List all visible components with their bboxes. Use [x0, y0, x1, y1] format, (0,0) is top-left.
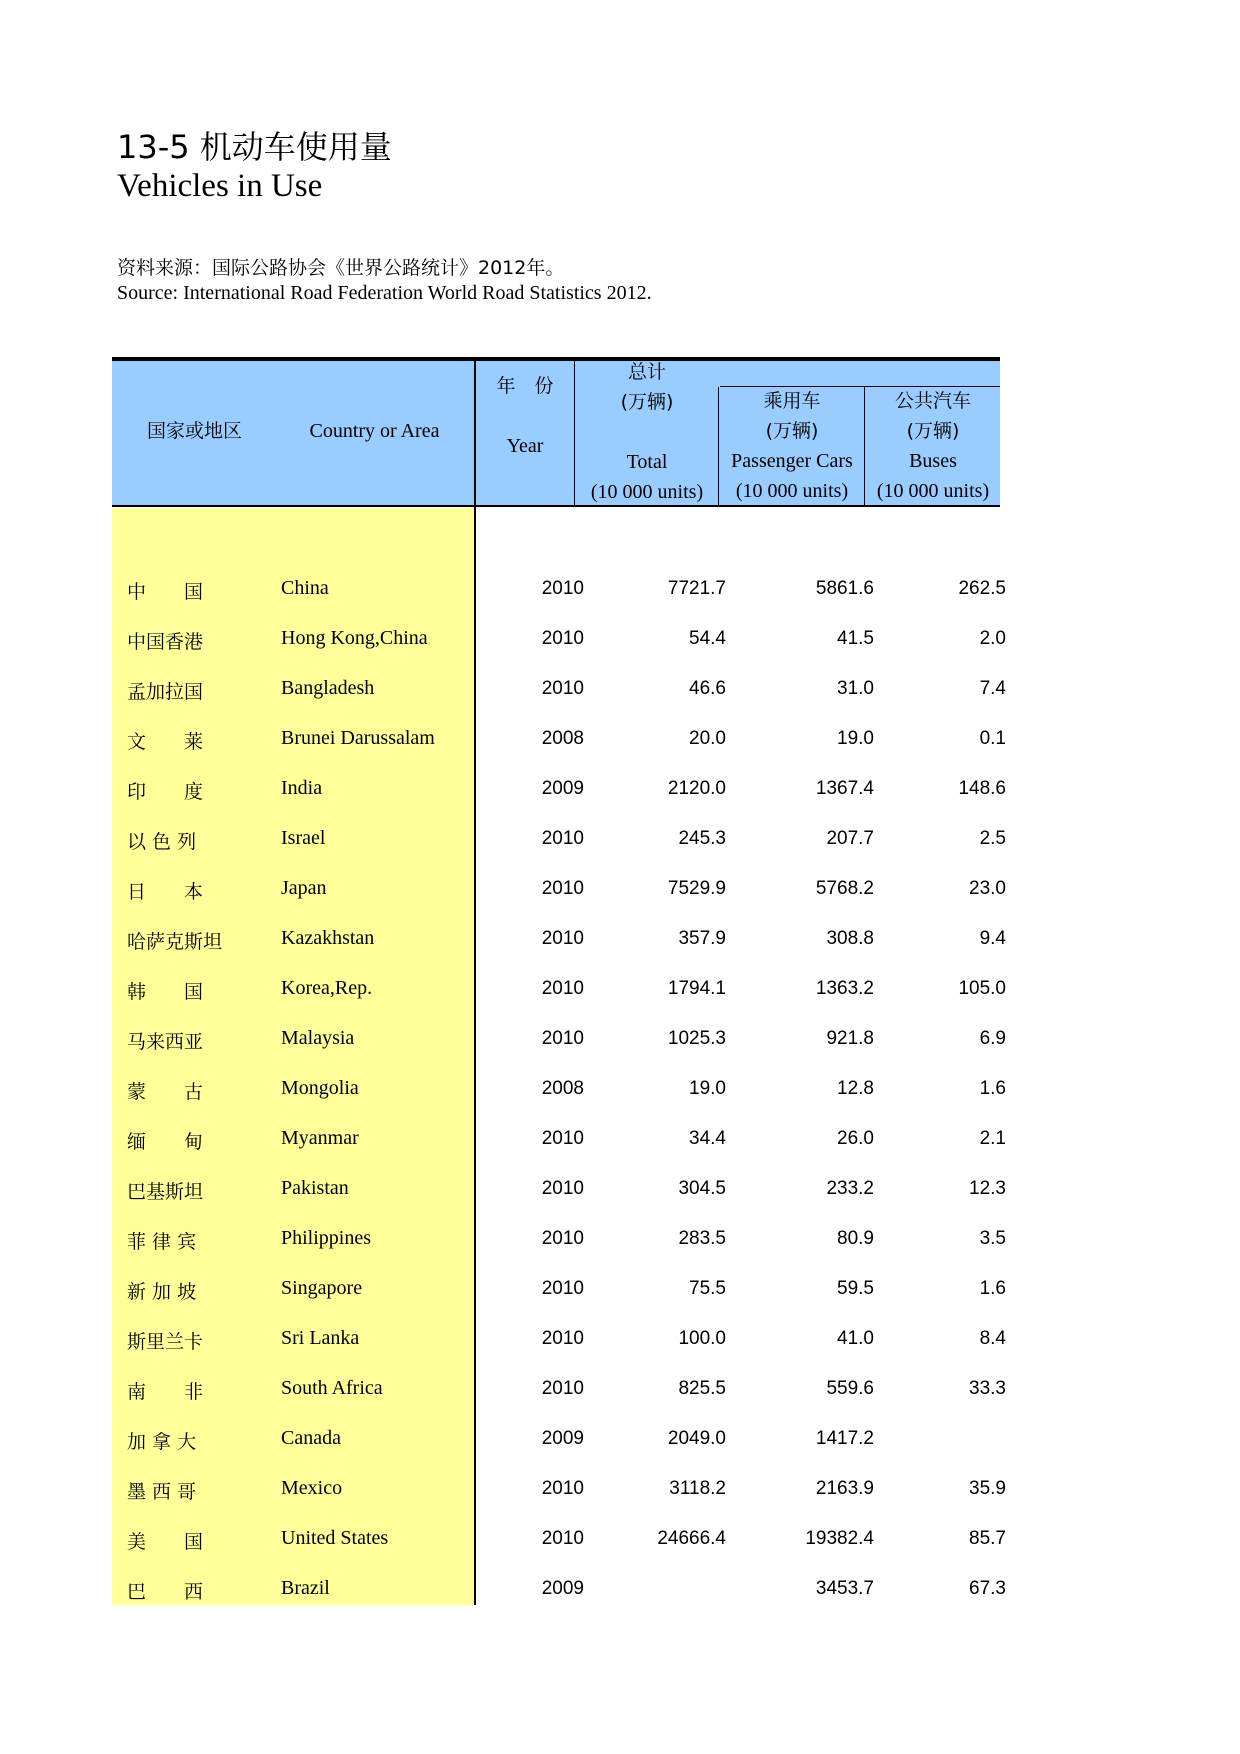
country-name-cn: 哈萨克斯坦	[127, 931, 223, 953]
country-name-cn: 印 度	[127, 781, 204, 803]
country-name-en: Brunei Darussalam	[281, 727, 435, 749]
header-total-unit-cn: (万辆)	[620, 391, 674, 413]
total-cell: 24666.4	[657, 1528, 726, 1549]
country-name-cn: 孟加拉国	[127, 681, 204, 703]
country-name-en: South Africa	[281, 1377, 383, 1399]
passenger-cars-cell: 1367.4	[815, 778, 874, 799]
country-name-en: India	[281, 777, 323, 799]
passenger-cars-cell: 26.0	[837, 1128, 874, 1149]
total-cell: 46.6	[689, 678, 726, 699]
country-name-cn: 蒙 古	[127, 1081, 204, 1103]
passenger-cars-cell: 19.0	[837, 728, 874, 749]
table-row	[112, 1265, 1006, 1315]
passenger-cars-cell: 41.5	[837, 628, 874, 649]
passenger-cars-cell: 80.9	[837, 1228, 874, 1249]
header-passenger-cn: 乘用车	[763, 390, 821, 412]
year-cell: 2010	[541, 1478, 584, 1499]
header-passenger-en: Passenger Cars	[731, 450, 853, 472]
country-name-cn: 巴基斯坦	[127, 1181, 204, 1203]
total-cell: 1025.3	[667, 1028, 726, 1049]
country-name-en: Malaysia	[281, 1027, 355, 1049]
country-name-en: Hong Kong,China	[281, 627, 428, 649]
table-row	[112, 815, 1006, 865]
country-name-en: Israel	[281, 827, 326, 849]
year-cell: 2010	[541, 878, 584, 899]
divider-year-total	[574, 361, 575, 506]
year-cell: 2009	[541, 778, 584, 799]
year-cell: 2008	[541, 728, 584, 749]
header-buses-cn: 公共汽车	[894, 390, 971, 412]
buses-cell: 9.4	[979, 928, 1006, 949]
table-row	[112, 615, 1006, 665]
total-cell: 34.4	[689, 1128, 726, 1149]
buses-cell: 0.1	[979, 728, 1006, 749]
passenger-cars-cell: 308.8	[826, 928, 874, 949]
total-cell: 357.9	[678, 928, 726, 949]
buses-cell: 23.0	[969, 878, 1006, 899]
year-cell: 2010	[541, 1278, 584, 1299]
total-cell: 7529.9	[667, 878, 726, 899]
passenger-cars-cell: 233.2	[826, 1178, 874, 1199]
year-cell: 2010	[541, 1528, 584, 1549]
table-row	[112, 1565, 1006, 1615]
source-note-en: Source: International Road Federation World Road Statistics 2012.	[117, 282, 652, 304]
table-row	[112, 965, 1006, 1015]
passenger-cars-cell: 559.6	[826, 1378, 874, 1399]
year-cell: 2010	[541, 578, 584, 599]
buses-cell: 67.3	[969, 1578, 1006, 1599]
country-name-cn: 以 色 列	[127, 831, 197, 853]
table-row	[112, 1215, 1006, 1265]
year-cell: 2010	[541, 1028, 584, 1049]
buses-cell: 1.6	[979, 1078, 1006, 1099]
header-buses	[866, 386, 1000, 506]
header-passenger-unit-en: (10 000 units)	[735, 480, 849, 502]
country-name-cn: 加 拿 大	[127, 1431, 197, 1453]
year-cell: 2009	[541, 1578, 584, 1599]
country-name-cn: 斯里兰卡	[127, 1331, 204, 1353]
buses-cell: 7.4	[979, 678, 1006, 699]
passenger-cars-cell: 921.8	[826, 1028, 874, 1049]
year-cell: 2010	[541, 1328, 584, 1349]
country-name-en: China	[281, 577, 329, 599]
country-name-en: Pakistan	[281, 1177, 349, 1199]
buses-cell: 85.7	[969, 1528, 1006, 1549]
table-row	[112, 1165, 1006, 1215]
year-cell: 2009	[541, 1428, 584, 1449]
header-buses-unit-en: (10 000 units)	[876, 480, 990, 502]
total-cell: 100.0	[678, 1328, 726, 1349]
table-row	[112, 1065, 1006, 1115]
total-cell: 3118.2	[669, 1478, 726, 1499]
passenger-cars-cell: 41.0	[837, 1328, 874, 1349]
total-cell: 283.5	[678, 1228, 726, 1249]
buses-cell: 2.1	[979, 1128, 1006, 1149]
header-country-cn: 国家或地区	[146, 420, 242, 442]
total-cell: 20.0	[689, 728, 726, 749]
buses-cell: 12.3	[969, 1178, 1006, 1199]
passenger-cars-cell: 12.8	[837, 1078, 874, 1099]
year-cell: 2010	[541, 1128, 584, 1149]
total-cell: 304.5	[678, 1178, 726, 1199]
passenger-cars-cell: 5768.2	[815, 878, 874, 899]
year-cell: 2010	[541, 1228, 584, 1249]
year-cell: 2010	[541, 1378, 584, 1399]
year-cell: 2008	[541, 1078, 584, 1099]
buses-cell: 6.9	[979, 1028, 1006, 1049]
country-name-en: Kazakhstan	[281, 927, 375, 949]
year-cell: 2010	[541, 1178, 584, 1199]
page-title-en: Vehicles in Use	[117, 168, 323, 204]
country-name-en: United States	[281, 1527, 389, 1549]
country-name-cn: 中 国	[127, 581, 204, 603]
year-cell: 2010	[541, 628, 584, 649]
header-total-en: Total	[626, 451, 668, 473]
passenger-cars-cell: 19382.4	[805, 1528, 874, 1549]
table-row	[112, 765, 1006, 815]
page-title-cn: 13-5 机动车使用量	[117, 128, 392, 166]
country-name-en: Myanmar	[281, 1127, 359, 1149]
country-name-en: Sri Lanka	[281, 1327, 360, 1349]
table-row	[112, 665, 1006, 715]
table-row	[112, 1115, 1006, 1165]
country-name-en: Singapore	[281, 1277, 363, 1299]
country-name-cn: 新 加 坡	[127, 1281, 197, 1303]
table-row	[112, 715, 1006, 765]
divider-total-passenger	[718, 387, 719, 506]
country-name-en: Canada	[281, 1427, 341, 1449]
country-name-cn: 墨 西 哥	[127, 1481, 197, 1503]
country-name-en: Philippines	[281, 1227, 372, 1249]
table-row	[112, 1015, 1006, 1065]
table-row	[112, 1515, 1006, 1565]
header-year-en: Year	[506, 435, 544, 457]
buses-cell: 2.0	[979, 628, 1006, 649]
buses-cell: 35.9	[969, 1478, 1006, 1499]
passenger-cars-cell: 31.0	[837, 678, 874, 699]
country-name-cn: 马来西亚	[127, 1031, 204, 1053]
source-note-cn: 资料来源：国际公路协会《世界公路统计》2012年。	[117, 257, 565, 279]
total-cell: 19.0	[689, 1078, 726, 1099]
buses-cell: 105.0	[958, 978, 1006, 999]
passenger-cars-cell: 3453.7	[815, 1578, 874, 1599]
header-buses-en: Buses	[909, 450, 957, 472]
passenger-cars-cell: 207.7	[826, 828, 874, 849]
passenger-cars-cell: 2163.9	[815, 1478, 874, 1499]
passenger-cars-cell: 1417.2	[815, 1428, 874, 1449]
country-name-cn: 巴 西	[127, 1581, 204, 1603]
header-country-en: Country or Area	[309, 420, 440, 442]
buses-cell: 2.5	[979, 828, 1006, 849]
country-name-en: Japan	[281, 877, 327, 899]
country-name-en: Mexico	[281, 1477, 343, 1499]
year-cell: 2010	[541, 678, 584, 699]
buses-cell: 33.3	[969, 1378, 1006, 1399]
table-row	[112, 1365, 1006, 1415]
buses-cell: 148.6	[958, 778, 1006, 799]
buses-cell: 262.5	[958, 578, 1006, 599]
country-name-en: Mongolia	[281, 1077, 359, 1099]
total-cell: 245.3	[678, 828, 726, 849]
table-row	[112, 1415, 1000, 1465]
header-total-unit-en: (10 000 units)	[590, 481, 704, 503]
passenger-cars-cell: 5861.6	[815, 578, 874, 599]
country-name-cn: 韩 国	[127, 981, 204, 1003]
total-cell: 2120.0	[667, 778, 726, 799]
header-total-cn: 总计	[627, 361, 666, 383]
total-cell: 7721.7	[667, 578, 726, 599]
header-year-cn: 年 份	[496, 375, 554, 397]
total-cell: 2049.0	[667, 1428, 726, 1449]
country-name-cn: 南 非	[127, 1381, 204, 1403]
year-cell: 2010	[541, 928, 584, 949]
year-cell: 2010	[541, 978, 584, 999]
table-top-rule	[112, 357, 1000, 361]
country-name-cn: 中国香港	[127, 631, 204, 653]
buses-cell: 8.4	[979, 1328, 1006, 1349]
buses-cell: 1.6	[979, 1278, 1006, 1299]
passenger-cars-cell: 1363.2	[815, 978, 874, 999]
buses-cell: 3.5	[979, 1228, 1006, 1249]
country-name-cn: 美 国	[127, 1531, 204, 1553]
total-cell: 54.4	[689, 628, 726, 649]
passenger-cars-cell: 59.5	[837, 1278, 874, 1299]
table-row	[112, 1465, 1006, 1515]
country-name-cn: 日 本	[127, 881, 204, 903]
country-name-en: Bangladesh	[281, 677, 375, 699]
total-cell: 1794.1	[667, 978, 726, 999]
table-row	[112, 1315, 1006, 1365]
divider-passenger-buses	[864, 387, 865, 506]
country-name-cn: 菲 律 宾	[127, 1231, 197, 1253]
year-cell: 2010	[541, 828, 584, 849]
table-row	[112, 865, 1006, 915]
header-buses-unit-cn: (万辆)	[906, 420, 960, 442]
header-year	[476, 371, 574, 461]
header-passenger	[720, 386, 864, 506]
total-cell: 825.5	[678, 1378, 726, 1399]
header-total	[576, 357, 718, 507]
country-name-en: Brazil	[281, 1577, 330, 1599]
table-row	[112, 915, 1006, 965]
total-cell: 75.5	[689, 1278, 726, 1299]
country-name-en: Korea,Rep.	[281, 977, 373, 999]
country-name-cn: 缅 甸	[127, 1131, 204, 1153]
header-passenger-unit-cn: (万辆)	[765, 420, 819, 442]
table-row	[112, 565, 1006, 615]
country-name-cn: 文 莱	[127, 731, 204, 753]
